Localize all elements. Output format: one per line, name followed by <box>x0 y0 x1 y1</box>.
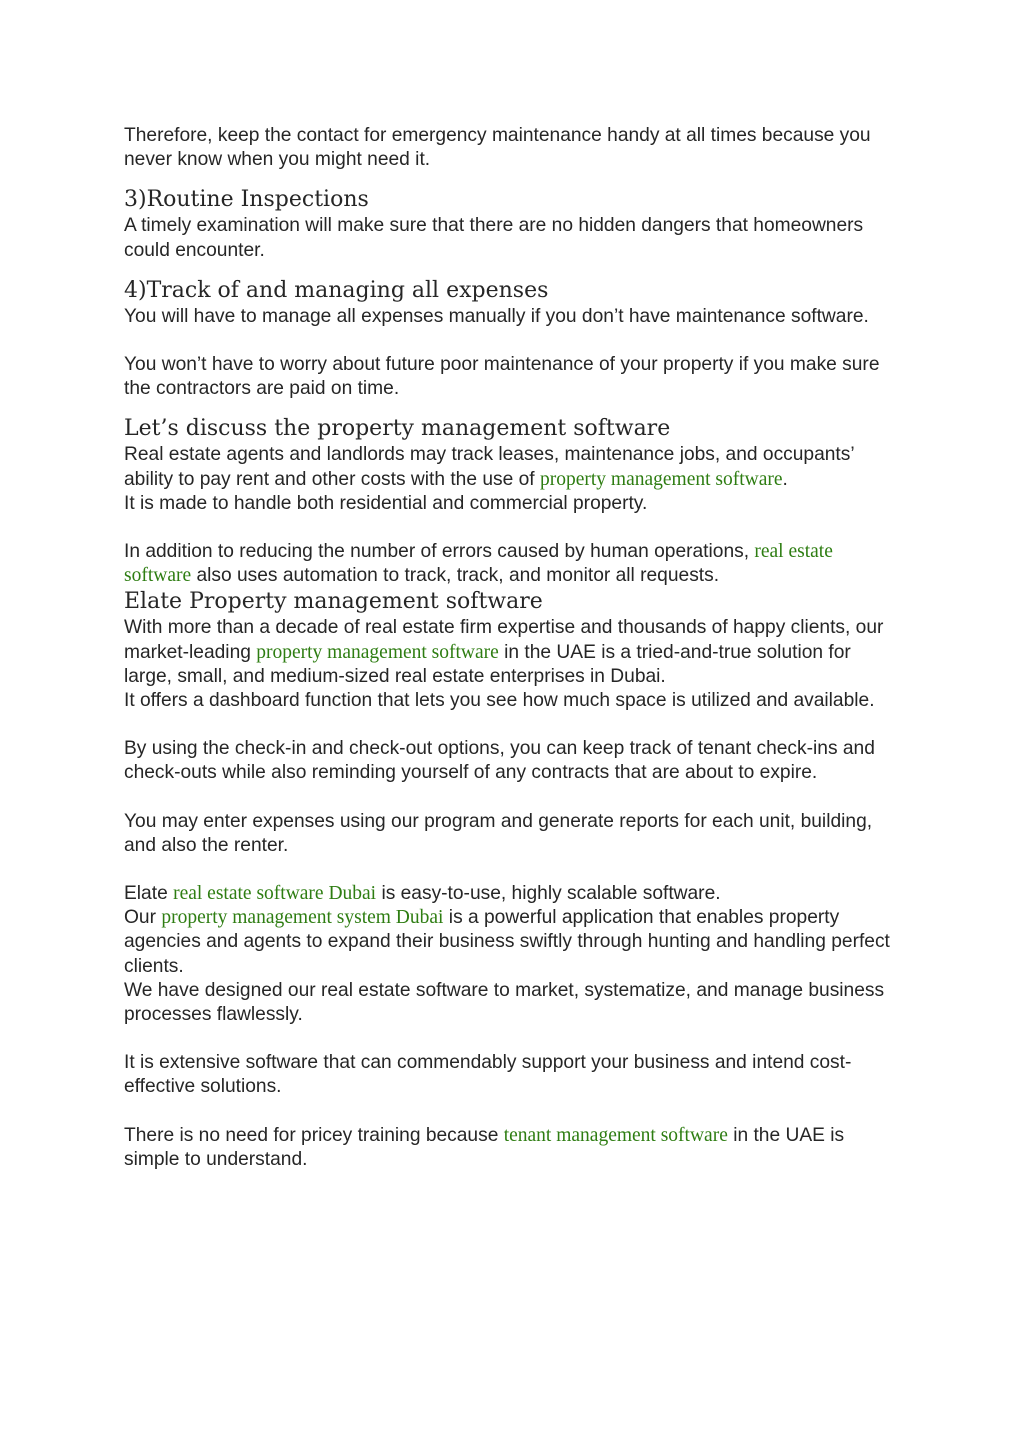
property-management-system-dubai-link[interactable]: property management system Dubai <box>161 907 444 929</box>
real-estate-software-dubai-link[interactable]: real estate software Dubai <box>173 883 377 905</box>
intro-paragraph: Therefore, keep the contact for emergency maintenance handy at all times because you never know when you might need it. <box>124 125 871 171</box>
routine-inspections-paragraph: A timely examination will make sure that there are no hidden dangers that homeowners could encounter. <box>124 215 864 261</box>
automation-paragraph <box>124 540 904 588</box>
residential-commercial-paragraph: It is made to handle both residential and commercial property. <box>124 492 648 514</box>
check-in-paragraph: By using the check-in and check-out options, you can keep track of tenant check-ins and check-outs while also reminding yourself of any contracts that are about to expire. <box>124 738 875 784</box>
elate-intro-text-a: With more than a decade of real estate firm expertise and thousands of happy clients, our market-leading <box>124 617 884 663</box>
automation-text-b: also uses automation to track, track, and monitor all requests. <box>191 565 720 587</box>
training-text-b: in the UAE is simple to understand. <box>124 1124 845 1170</box>
document-page <box>124 124 904 1172</box>
property-management-software-link-2[interactable]: property management software <box>256 641 499 663</box>
system-dubai-text-b: is a powerful application that enables property agencies and agents to expand their business swiftly through hunting and handling perfect clients. <box>124 907 890 977</box>
heading-track-expenses: 4)Track of and managing all expenses <box>124 277 549 303</box>
tenant-management-software-link[interactable]: tenant management software <box>503 1124 728 1146</box>
discuss-paragraph <box>124 443 904 491</box>
real-estate-software-link[interactable]: real estate software <box>124 541 833 587</box>
heading-elate-software: Elate Property management software <box>124 589 543 615</box>
expenses-reports-paragraph: You may enter expenses using our program and generate reports for each unit, building, and also the renter. <box>124 810 873 856</box>
dashboard-paragraph: It offers a dashboard function that lets you see how much space is utilized and available. <box>124 690 875 712</box>
automation-text-a: In addition to reducing the number of errors caused by human operations, <box>124 541 755 563</box>
elate-dubai-text-a: Elate <box>124 883 174 905</box>
system-dubai-paragraph <box>124 906 904 979</box>
designed-paragraph: We have designed our real estate software to market, systematize, and manage business processes flawlessly. <box>124 979 885 1026</box>
elate-intro-text-b: in the UAE is a tried-and-true solution for large, small, and medium-sized real estate enterprises in Dubai. <box>124 641 851 687</box>
property-management-software-link[interactable]: property management software <box>539 468 783 490</box>
discuss-text-a: Real estate agents and landlords may track leases, maintenance jobs, and occupants’ ability to pay rent and other costs with the use of <box>124 444 854 490</box>
elate-dubai-paragraph <box>124 882 904 906</box>
training-paragraph <box>124 1124 904 1172</box>
elate-dubai-text-b: is easy-to-use, highly scalable software. <box>376 883 721 905</box>
discuss-text-b: . <box>782 468 788 490</box>
heading-routine-inspections: 3)Routine Inspections <box>124 187 369 213</box>
training-text-a: There is no need for pricey training because <box>124 1124 504 1146</box>
system-dubai-text-a: Our <box>124 907 162 929</box>
extensive-paragraph: It is extensive software that can commendably support your business and intend cost-effective solutions. <box>124 1052 852 1098</box>
contractors-paragraph: You won’t have to worry about future poor maintenance of your property if you make sure the contractors are paid on time. <box>124 354 880 400</box>
expenses-paragraph: You will have to manage all expenses manually if you don’t have maintenance software. <box>124 305 869 327</box>
elate-intro-paragraph <box>124 616 904 689</box>
heading-discuss-software: Let’s discuss the property management software <box>124 416 671 442</box>
